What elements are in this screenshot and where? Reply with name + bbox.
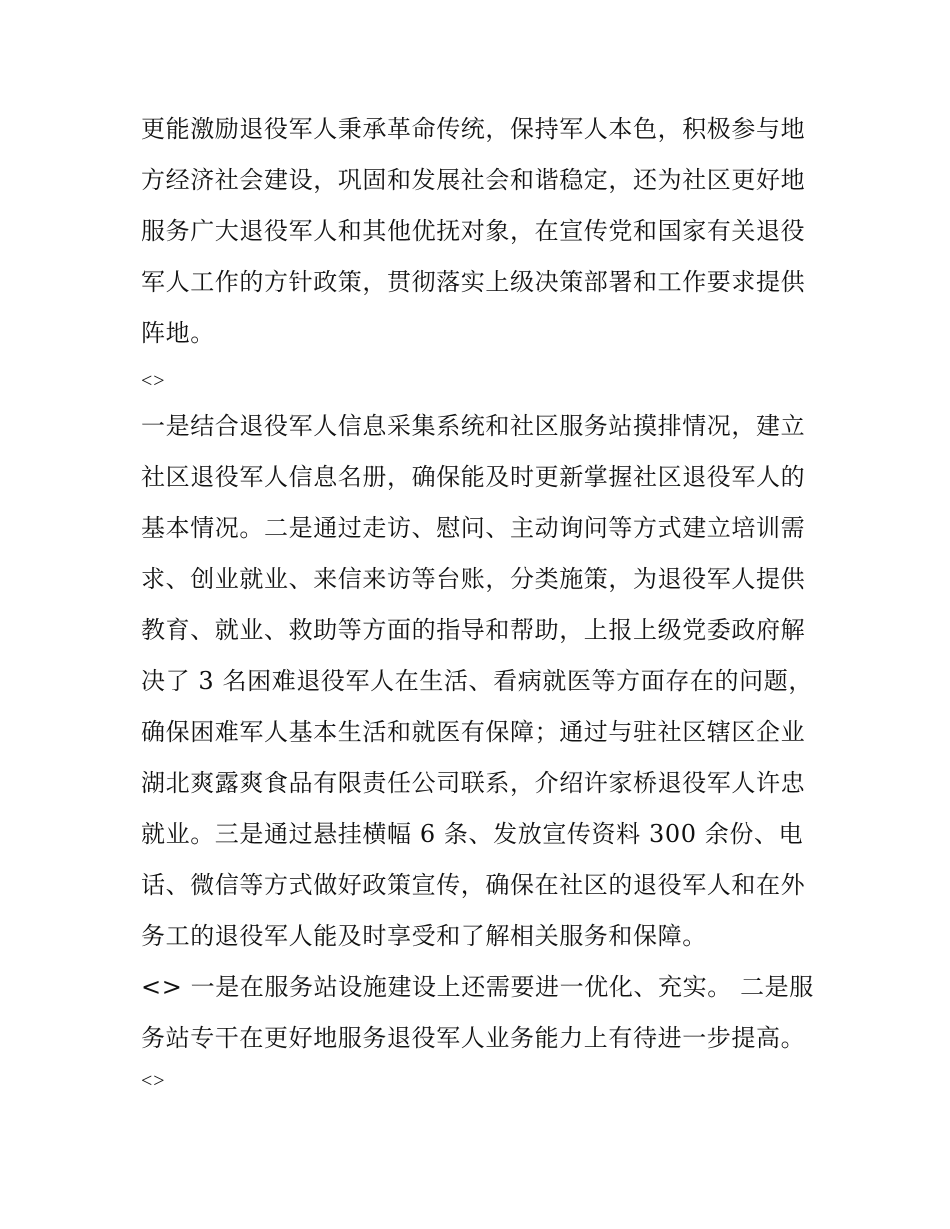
- paragraph-3-line: <> 一是在服务站设施建设上还需要进一优化、充实。 二是服: [141, 973, 814, 1001]
- paragraph-2-line: 湖北爽露爽食品有限责任公司联系，介绍许家桥退役军人许忠: [141, 769, 806, 797]
- paragraph-2-line: 求、创业就业、来信来访等台账，分类施策，为退役军人提供: [141, 565, 806, 593]
- paragraph-3-line: 务站专干在更好地服务退役军人业务能力上有待进一步提高。: [141, 1024, 806, 1052]
- paragraph-2-line: 一是结合退役军人信息采集系统和社区服务站摸排情况，建立: [141, 412, 806, 440]
- paragraph-1-line: 军人工作的方针政策，贯彻落实上级决策部署和工作要求提供: [141, 268, 806, 296]
- paragraph-2-line: 就业。三是通过悬挂横幅 6 条、发放宣传资料 300 余份、电: [141, 820, 804, 848]
- paragraph-2-line: 务工的退役军人能及时享受和了解相关服务和保障。: [141, 922, 707, 950]
- paragraph-1-line: 服务广大退役军人和其他优抚对象，在宣传党和国家有关退役: [141, 217, 806, 245]
- section-marker: <>: [141, 370, 166, 392]
- paragraph-2-line: 决了 3 名困难退役军人在生活、看病就医等方面存在的问题，: [141, 667, 813, 695]
- paragraph-1-line: 阵地。: [141, 319, 215, 347]
- paragraph-2-line: 社区退役军人信息名册，确保能及时更新掌握社区退役军人的: [141, 463, 806, 491]
- paragraph-2-line: 话、微信等方式做好政策宣传，确保在社区的退役军人和在外: [141, 871, 806, 899]
- paragraph-2-line: 确保困难军人基本生活和就医有保障；通过与驻社区辖区企业: [141, 718, 806, 746]
- paragraph-1-line: 更能激励退役军人秉承革命传统，保持军人本色，积极参与地: [141, 115, 806, 143]
- section-marker: <>: [141, 1070, 166, 1092]
- paragraph-2-line: 基本情况。二是通过走访、慰问、主动询问等方式建立培训需: [141, 514, 806, 542]
- paragraph-2-line: 教育、就业、救助等方面的指导和帮助，上报上级党委政府解: [141, 616, 806, 644]
- paragraph-1-line: 方经济社会建设，巩固和发展社会和谐稳定，还为社区更好地: [141, 166, 806, 194]
